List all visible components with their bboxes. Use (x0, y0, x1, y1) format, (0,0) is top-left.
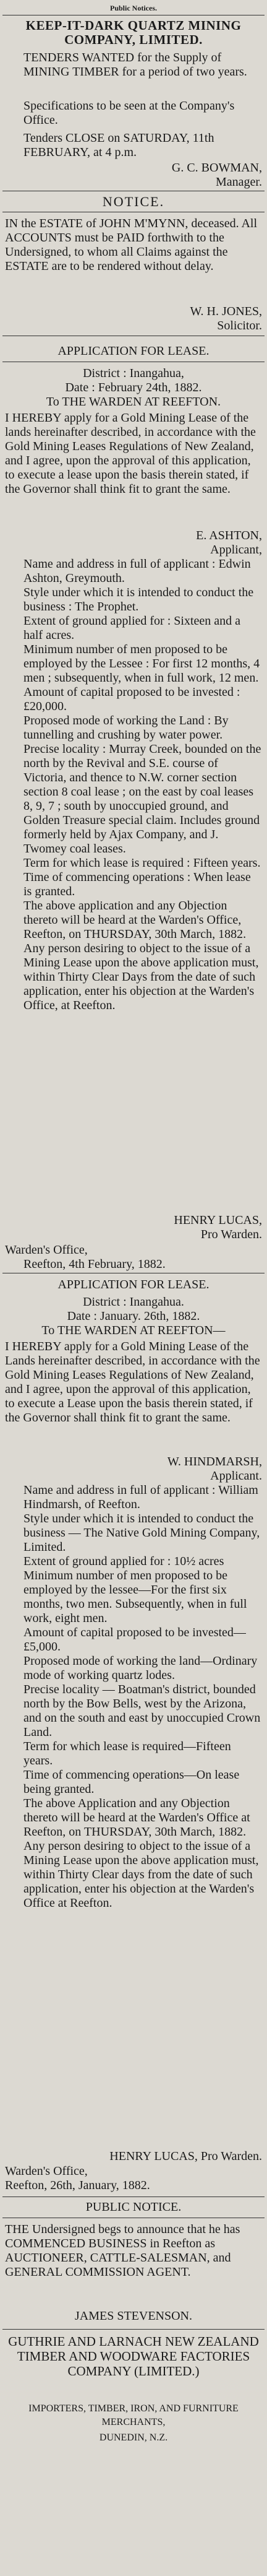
lease1-applicant: E. ASHTON, Applicant, (196, 529, 262, 557)
notice-signer: W. H. JONES, Solicitor. (190, 305, 262, 332)
detail-paragraph: Style under which it is intended to conduct the business — The Native Gold Mining Company, Limited. (23, 1512, 260, 1554)
guthrie-title: GUTHRIE AND LARNACH NEW ZEALAND TIMBER AND WOODWARE FACTORIES COMPANY (LIMITED.) (8, 2334, 259, 2379)
lease1-details (5, 557, 262, 1013)
notice-heading: NOTICE. (102, 194, 165, 209)
tender-signer: G. C. BOWMAN, Manager. (171, 161, 262, 189)
public-notice-signer: JAMES STEVENSON. (74, 2309, 193, 2323)
lease2-body: I HEREBY apply for a Gold Mining Lease of the Lands hereinafter described, in accordance with the Gold Mining Leases Regulations of New Zealand, and I agree, upon the approval of this application, to execute a Lease upon the basis therein stated, if the Governor shall think fit to grant the same. (5, 1340, 260, 1425)
guthrie-line1: IMPORTERS, TIMBER, IRON, AND FURNITURE MERCHANTS, (28, 2403, 239, 2427)
lease2-meta: District : Inangahua. Date : January. 26th, 1882. To THE WARDEN AT REEFTON— (41, 1295, 226, 1337)
detail-paragraph: Minimum number of men proposed to be employed by the Lessee : For first 12 months, 4 men ; subsequently, when in full work, 12 men. (23, 643, 260, 685)
notice-body: IN the ESTATE of JOHN M'MYNN, deceased. All ACCOUNTS must be PAID forthwith to the Undersigned, to whom all Claims against the ESTATE are to be rendered without delay. (5, 217, 258, 273)
lease2-details (5, 1483, 262, 1910)
tender-specs: Specifications to be seen at the Company's Office. (23, 99, 235, 127)
lease1-meta: District : Inangahua, Date : February 24th, 1882. To THE WARDEN AT REEFTON. (46, 366, 221, 409)
detail-paragraph: Any person desiring to object to the issue of a Mining Lease upon the above application must, within Thirty Clear Days from the date of such application, enter his objection at the Warden's Office, at Reefton. (23, 942, 259, 1012)
lease2-heading: APPLICATION FOR LEASE. (57, 1278, 210, 1291)
detail-paragraph: Precise locality : Murray Creek, bounded on the north by the Revival and S.E. course of Victoria, and thence to N.W. corner section section 8 coal lease ; on the east by coal leases 8, 9, 7 ; south by unoccupied ground, and Golden Treasure special claim. Includes ground formerly held by Ajax Company, and J. Twomey coal leases. (23, 742, 261, 856)
detail-paragraph: Time of commencing operations : When lease is granted. (23, 870, 251, 898)
tender-body: TENDERS WANTED for the Supply of MINING TIMBER for a period of two years. (23, 51, 247, 79)
detail-paragraph: Amount of capital proposed to be invested—£5,000. (23, 1626, 246, 1654)
guthrie-line2: DUNEDIN, N.Z. (99, 2432, 168, 2443)
detail-paragraph: Name and address in full of applicant : William Hindmarsh, of Reefton. (23, 1483, 258, 1511)
public-notice-body: THE Undersigned begs to announce that he has COMMENCED BUSINESS in Reefton as AUCTIONEER, CATTLE-SALESMAN, and GENERAL COMMISSION AGENT. (5, 2223, 240, 2279)
detail-paragraph: Any person desiring to object to the issue of a Mining Lease upon the above application must, within Thirty Clear days from the date of such application, enter his objection at the Warden's Office at Reefton. (23, 1839, 259, 1910)
lease1-heading: APPLICATION FOR LEASE. (57, 344, 210, 358)
detail-paragraph: Extent of ground applied for : 10½ acres (23, 1555, 224, 1568)
detail-paragraph: Proposed mode of working the Land : By tunnelling and crushing by water power. (23, 714, 229, 742)
detail-paragraph: Amount of capital proposed to be invested : £20,000. (23, 685, 240, 713)
detail-paragraph: The above application and any Objection thereto will be heard at the Warden's Office, Reefton, on THURSDAY, 30th March, 1882. (23, 899, 247, 941)
detail-paragraph: Precise locality — Boatman's district, bounded north by the Bow Bells, west by the Arizona, and on the south and east by unoccupied Crown Land. (23, 1683, 261, 1739)
lease1-office: Warden's Office, Reefton, 4th February, 1882. (5, 1243, 166, 1271)
lease2-office: Warden's Office, Reefton, 26th, January, 1882. (5, 2164, 150, 2192)
detail-paragraph: Term for which lease is required : Fifteen years. (23, 856, 261, 870)
public-notice-heading: PUBLIC NOTICE. (85, 2200, 182, 2214)
detail-paragraph: Term for which lease is required—Fifteen years. (23, 1740, 231, 1767)
lease2-signer: HENRY LUCAS, Pro Warden. (109, 2149, 262, 2163)
divider (2, 2329, 265, 2330)
detail-paragraph: Minimum number of men proposed to be employed by the lessee—For the first six months, two men. Subsequently, when in full work, eight men. (23, 1569, 247, 1625)
detail-paragraph: Name and address in full of applicant : Edwin Ashton, Greymouth. (23, 557, 251, 585)
tender-close: Tenders CLOSE on SATURDAY, 11th FEBRUARY, at 4 p.m. (23, 131, 214, 159)
lease1-body: I HEREBY apply for a Gold Mining Lease of the lands hereinafter described, in accordance with the Gold Mining Leases Regulations of New Zealand, and I agree, upon the approval of this application, to execute a lease upon the basis therein stated, if the Governor shall think fit to grant the same. (5, 411, 256, 496)
lease1-signer: HENRY LUCAS, Pro Warden. (174, 1213, 262, 1241)
detail-paragraph: The above Application and any Objection thereto will be heard at the Warden's Office at Reefton, on THURSDAY, 30th March, 1882. (23, 1797, 250, 1839)
detail-paragraph: Time of commencing operations—On lease being granted. (23, 1768, 240, 1796)
section-header: Public Notices. (110, 4, 157, 12)
lease2-applicant: W. HINDMARSH, Applicant. (167, 1455, 262, 1483)
detail-paragraph: Extent of ground applied for : Sixteen and a half acres. (23, 614, 241, 642)
detail-paragraph: Proposed mode of working the land—Ordinary mode of working quartz lodes. (23, 1654, 258, 1682)
company-title: KEEP-IT-DARK QUARTZ MINING COMPANY, LIMITED. (25, 18, 242, 47)
detail-paragraph: Style under which it is intended to conduct the business : The Prophet. (23, 586, 254, 614)
